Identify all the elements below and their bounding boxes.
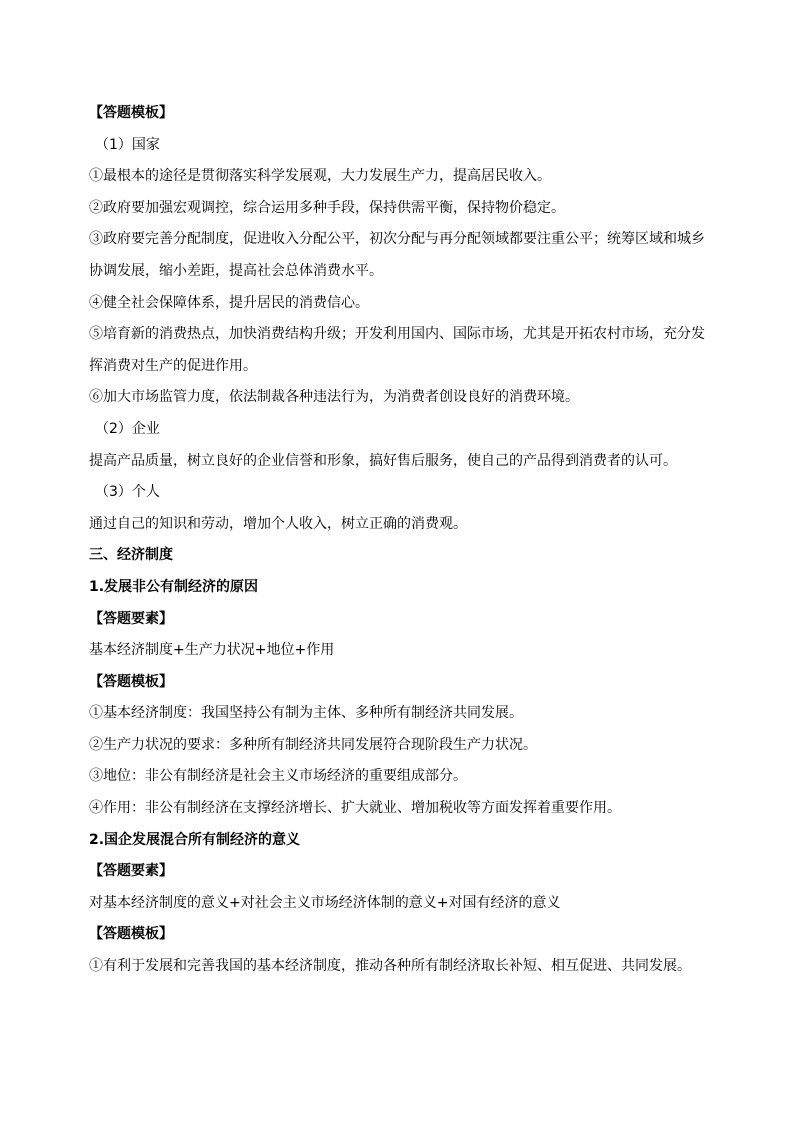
- question-2-title: 2.国企发展混合所有制经济的意义: [89, 831, 301, 848]
- individual-text: 通过自己的知识和劳动，增加个人收入，树立正确的消费观。: [89, 515, 467, 532]
- q2-item-1: ①有利于发展和完善我国的基本经济制度，推动各种所有制经济取长补短、相互促进、共同发展。: [89, 958, 691, 975]
- q1-item-3: ③地位：非公有制经济是社会主义市场经济的重要组成部分。: [89, 768, 467, 785]
- q1-item-1: ①基本经济制度：我国坚持公有制为主体、多种所有制经济共同发展。: [89, 705, 523, 722]
- q1-item-4: ④作用：非公有制经济在支撑经济增长、扩大就业、增加税收等方面发挥着重要作用。: [89, 800, 621, 817]
- state-item-3: ③政府要完善分配制度，促进收入分配公平，初次分配与再分配领域都要注重公平；统筹区域和城乡: [89, 231, 705, 248]
- state-item-3-continued: 协调发展，缩小差距，提高社会总体消费水平。: [89, 262, 383, 279]
- q2-template-heading: 【答题模板】: [89, 926, 173, 943]
- section-title: 三、经济制度: [89, 547, 173, 564]
- state-item-1: ①最根本的途径是贯彻落实科学发展观，大力发展生产力，提高居民收入。: [89, 168, 551, 185]
- q1-template-heading: 【答题模板】: [89, 673, 173, 690]
- state-item-6: ⑥加大市场监管力度，依法制裁各种违法行为，为消费者创设良好的消费环境。: [89, 389, 579, 406]
- individual-label: （3）个人: [95, 484, 160, 501]
- enterprise-label: （2）企业: [95, 420, 160, 437]
- enterprise-text: 提高产品质量，树立良好的企业信誉和形象，搞好售后服务，使自己的产品得到消费者的认可。: [89, 452, 677, 469]
- q1-item-2: ②生产力状况的要求：多种所有制经济共同发展符合现阶段生产力状况。: [89, 736, 537, 753]
- state-label: （1）国家: [95, 136, 160, 153]
- q2-elements-text: 对基本经济制度的意义+对社会主义市场经济体制的意义+对国有经济的意义: [89, 894, 561, 911]
- q1-elements-heading: 【答题要素】: [89, 610, 173, 627]
- q1-elements-text: 基本经济制度+生产力状况+地位+作用: [89, 642, 335, 659]
- question-1-title: 1.发展非公有制经济的原因: [89, 578, 259, 595]
- state-item-5-continued: 挥消费对生产的促进作用。: [89, 357, 257, 374]
- state-item-4: ④健全社会保障体系，提升居民的消费信心。: [89, 294, 369, 311]
- q2-elements-heading: 【答题要素】: [89, 863, 173, 880]
- state-item-5: ⑤培育新的消费热点，加快消费结构升级；开发利用国内、国际市场，尤其是开拓农村市场，充分发: [89, 326, 705, 343]
- state-item-2: ②政府要加强宏观调控，综合运用多种手段，保持供需平衡，保持物价稳定。: [89, 199, 565, 216]
- document-content: [89, 98, 729, 983]
- answer-template-heading: 【答题模板】: [89, 105, 173, 121]
